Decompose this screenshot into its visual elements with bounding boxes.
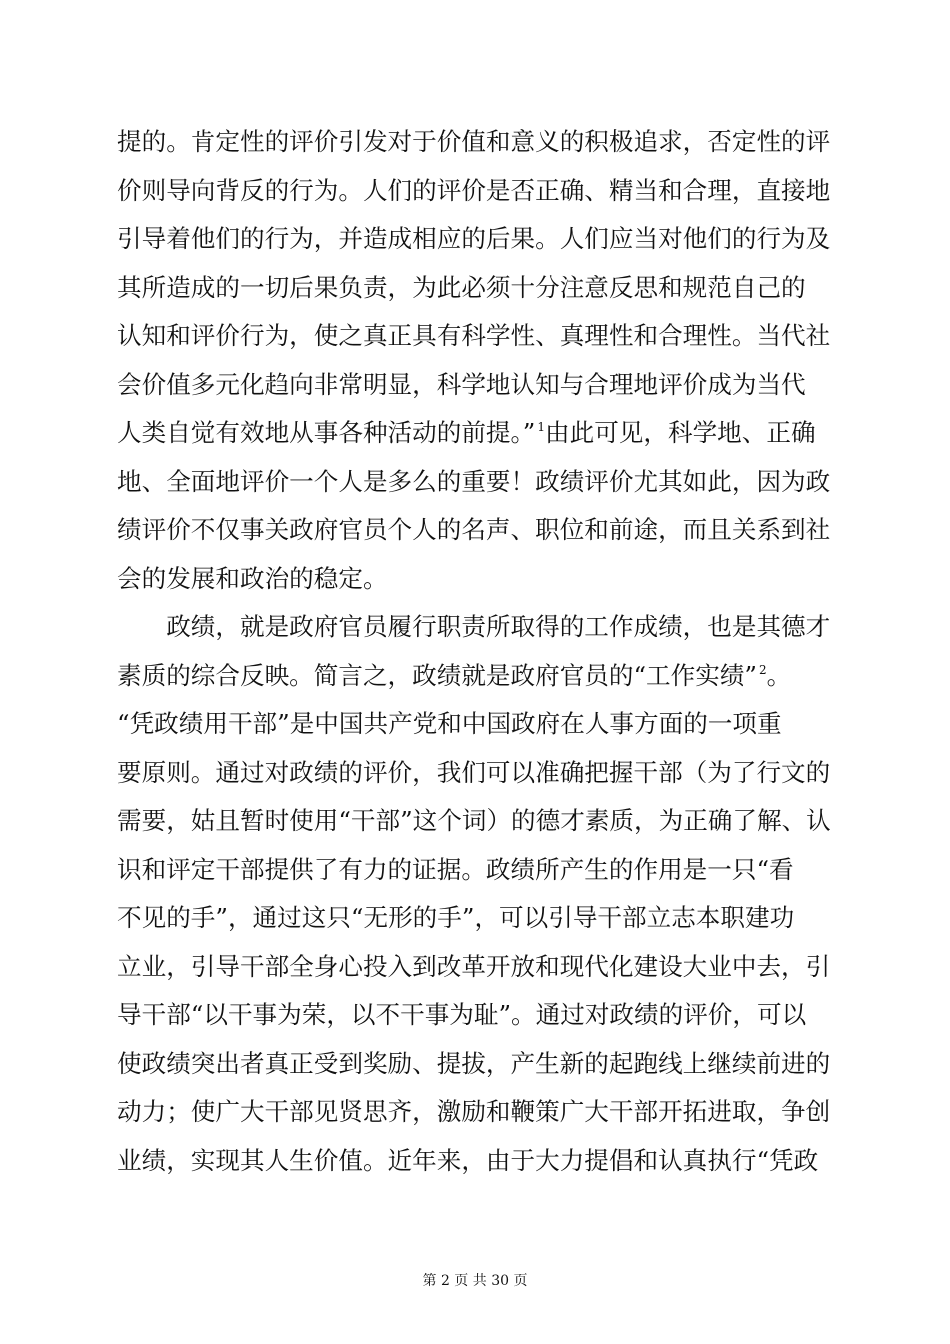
- text-line: 不见的手”，通过这只“无形的手”，可以引导干部立志本职建功: [117, 903, 795, 932]
- text-line: 动力；使广大干部见贤思齐，激励和鞭策广大干部开拓进取，争创: [117, 1097, 831, 1126]
- text-line: 立业，引导干部全身心投入到改革开放和现代化建设大业中去，引: [117, 951, 831, 981]
- text-line: 其所造成的一切后果负责，为此必须十分注意反思和规范自己的: [117, 272, 806, 302]
- text-line: “凭政绩用干部”是中国共产党和中国政府在人事方面的一项重: [117, 709, 782, 738]
- text-line: 政绩，就是政府官员履行职责所取得的工作成绩，也是其德才: [117, 612, 831, 641]
- text-line: 绩评价不仅事关政府官员个人的名声、职位和前途，而且关系到社: [117, 515, 831, 544]
- text-line: 引导着他们的行为，并造成相应的后果。人们应当对他们的行为及: [117, 224, 831, 253]
- page-number: 第 2 页 共 30 页: [422, 1273, 528, 1289]
- text-line: 需要，姑且暂时使用“干部”这个词）的德才素质，为正确了解、认: [117, 806, 831, 835]
- text-segment: 由此可见，科学地、正确: [545, 418, 816, 447]
- text-line: 地、全面地评价一个人是多么的重要！政绩评价尤其如此，因为政: [117, 466, 831, 496]
- text-line: 价则导向背反的行为。人们的评价是否正确、精当和合理，直接地: [117, 175, 831, 205]
- text-line: 要原则。通过对政绩的评价，我们可以准确把握干部（为了行文的: [117, 757, 831, 787]
- text-segment: 人类自觉有效地从事各种活动的前提。”: [117, 418, 536, 447]
- text-line: 会的发展和政治的稳定。: [117, 563, 388, 593]
- text-line: 导干部“以干事为荣，以不干事为耻”。通过对政绩的评价，可以: [117, 1000, 807, 1029]
- text-line: 提的。肯定性的评价引发对于价值和意义的积极追求，否定性的评: [117, 127, 831, 156]
- footnote-ref-2[interactable]: 2: [759, 662, 767, 677]
- text-line-with-footnote: [117, 652, 837, 701]
- footnote-ref-1[interactable]: 1: [537, 420, 546, 434]
- text-segment: 素质的综合反映。简言之，政绩就是政府官员的“工作实绩”: [117, 660, 757, 690]
- text-line: 认知和评价行为，使之真正具有科学性、真理性和合理性。当代社: [117, 321, 831, 350]
- text-segment: 。: [766, 660, 792, 690]
- body-text: [117, 118, 837, 1185]
- text-line-with-footnote: [117, 409, 837, 458]
- text-line: 业绩，实现其人生价值。近年来，由于大力提倡和认真执行“凭政: [117, 1145, 819, 1175]
- text-line: 识和评定干部提供了有力的证据。政绩所产生的作用是一只“看: [117, 854, 794, 884]
- text-line: 会价值多元化趋向非常明显，科学地认知与合理地评价成为当代: [117, 369, 806, 399]
- text-line: 使政绩突出者真正受到奖励、提拔，产生新的起跑线上继续前进的: [117, 1048, 831, 1078]
